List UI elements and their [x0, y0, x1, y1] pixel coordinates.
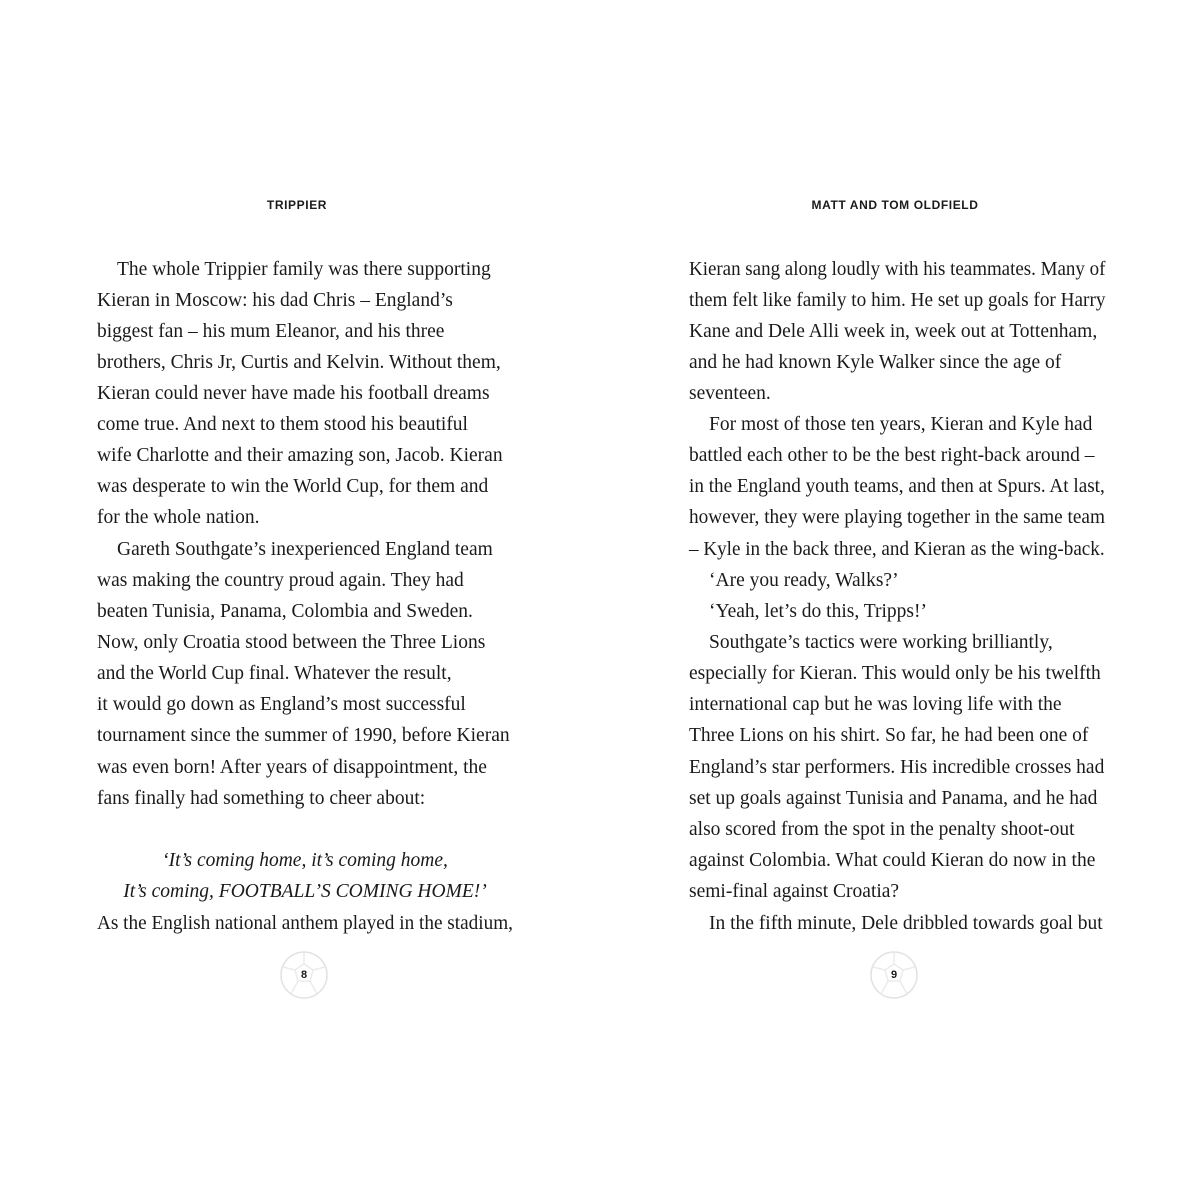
text-line: seventeen.	[689, 383, 771, 404]
text-line: The whole Trippier family was there supporting	[117, 259, 491, 280]
text-line: especially for Kieran. This would only be his twelfth	[689, 663, 1101, 684]
text-line: In the fifth minute, Dele dribbled towards goal but	[709, 913, 1103, 934]
text-line: fans finally had something to cheer about:	[97, 788, 426, 809]
text-line: Kane and Dele Alli week in, week out at Tottenham,	[689, 321, 1098, 342]
page-number-right: 9	[890, 969, 898, 981]
text-line: also scored from the spot in the penalty shoot-out	[689, 819, 1075, 840]
text-line: Kieran sang along loudly with his teammates. Many of	[689, 259, 1106, 280]
text-line: ‘Yeah, let’s do this, Tripps!’	[709, 601, 927, 622]
text-line: come true. And next to them stood his beautiful	[97, 414, 468, 435]
text-line: it would go down as England’s most successful	[97, 694, 466, 715]
text-line: was even born! After years of disappointment, the	[97, 757, 487, 778]
text-line: and he had known Kyle Walker since the age of	[689, 352, 1062, 373]
text-line: Three Lions on his shirt. So far, he had been one of	[689, 725, 1089, 746]
text-line: set up goals against Tunisia and Panama, and he had	[689, 788, 1098, 809]
text-line: tournament since the summer of 1990, before Kieran	[97, 725, 510, 746]
page-number-left: 8	[300, 969, 308, 981]
text-line: England’s star performers. His incredible crosses had	[689, 757, 1105, 778]
text-line: wife Charlotte and their amazing son, Jacob. Kieran	[97, 445, 503, 466]
text-line: was desperate to win the World Cup, for them and	[97, 476, 489, 497]
text-line: Kieran in Moscow: his dad Chris – England’s	[97, 290, 453, 311]
running-header-left: TRIPPIER	[266, 198, 328, 212]
running-header-right: MATT AND TOM OLDFIELD	[811, 198, 979, 212]
text-line: against Colombia. What could Kieran do now in the	[689, 850, 1096, 871]
text-line: in the England youth teams, and then at Spurs. At last,	[689, 476, 1105, 497]
football-page-number	[279, 950, 329, 1000]
text-line: For most of those ten years, Kieran and Kyle had	[709, 414, 1093, 435]
text-line: Gareth Southgate’s inexperienced England team	[117, 539, 493, 560]
text-line: biggest fan – his mum Eleanor, and his three	[97, 321, 445, 342]
text-line: – Kyle in the back three, and Kieran as the wing-back.	[689, 539, 1105, 560]
text-line: beaten Tunisia, Panama, Colombia and Sweden.	[97, 601, 473, 622]
text-line: however, they were playing together in the same team	[689, 507, 1105, 528]
text-line: As the English national anthem played in the stadium,	[97, 913, 513, 934]
text-line: brothers, Chris Jr, Curtis and Kelvin. Without them,	[97, 352, 501, 373]
chant-line: ‘It’s coming home, it’s coming home,	[162, 850, 448, 871]
text-line: battled each other to be the best right-back around –	[689, 445, 1095, 466]
text-line: them felt like family to him. He set up goals for Harry	[689, 290, 1106, 311]
football-page-number	[869, 950, 919, 1000]
text-line: ‘Are you ready, Walks?’	[709, 570, 899, 591]
text-line: Kieran could never have made his football dreams	[97, 383, 490, 404]
text-line: was making the country proud again. They had	[97, 570, 464, 591]
chant-line: It’s coming, FOOTBALL’S COMING HOME!’	[123, 881, 487, 902]
right-page	[600, 0, 1200, 1200]
text-line: international cap but he was loving life with the	[689, 694, 1062, 715]
text-line: semi-final against Croatia?	[689, 881, 900, 902]
text-line: and the World Cup final. Whatever the result,	[97, 663, 452, 684]
text-line: Now, only Croatia stood between the Three Lions	[97, 632, 486, 653]
text-line: for the whole nation.	[97, 507, 260, 528]
text-line: Southgate’s tactics were working brilliantly,	[709, 632, 1053, 653]
